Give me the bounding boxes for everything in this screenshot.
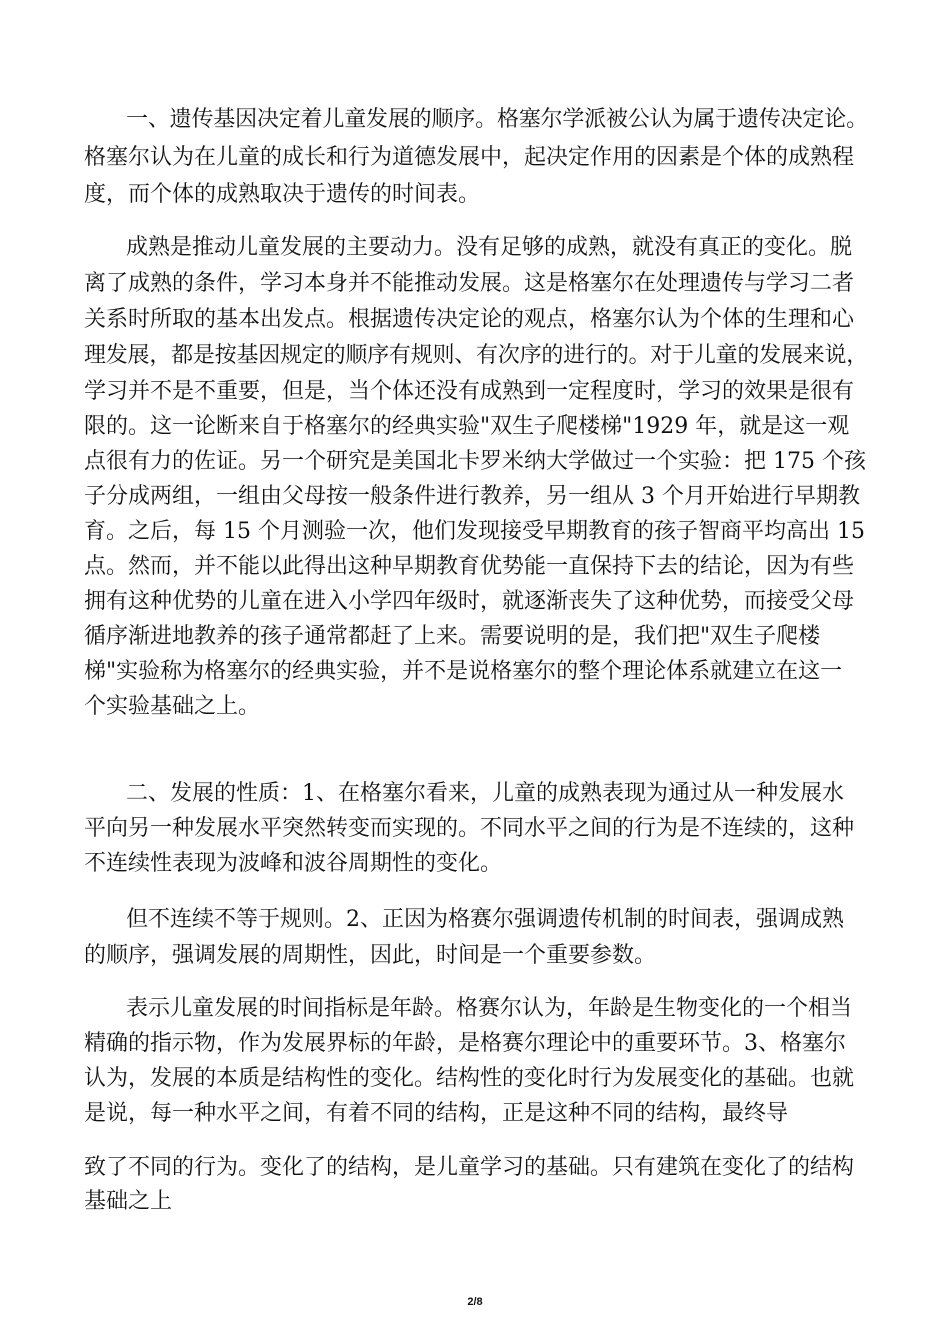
paragraph-line: 表示儿童发展的时间指标是年龄。格赛尔认为，年龄是生物变化的一个相当	[126, 996, 853, 1021]
paragraph-line: 格塞尔认为在儿童的成长和行为道德发展中，起决定作用的因素是个体的成熟程	[84, 145, 855, 170]
paragraph-line: 认为，发展的本质是结构性的变化。结构性的变化时行为发展变化的基础。也就	[84, 1066, 855, 1091]
paragraph-line: 育。之后，每 15 个月测验一次，他们发现接受早期教育的孩子智商平均高出 15	[84, 519, 865, 544]
paragraph-line: 拥有这种优势的儿童在进入小学四年级时，就逐渐丧失了这种优势，而接受父母	[84, 589, 855, 614]
paragraph-line: 精确的指示物，作为发展界标的年龄，是格赛尔理论中的重要环节。3、格塞尔	[84, 1031, 846, 1056]
paragraph-line: 不连续性表现为波峰和波谷周期性的变化。	[84, 851, 503, 876]
paragraph-line: 一、遗传基因决定着儿童发展的顺序。格塞尔学派被公认为属于遗传决定论。	[126, 107, 868, 132]
paragraph-line: 理发展，都是按基因规定的顺序有规则、有次序的进行的。对于儿童的发展来说，	[84, 343, 869, 368]
paragraph-line: 但不连续不等于规则。2、正因为格赛尔强调遗传机制的时间表，强调成熟	[126, 907, 844, 932]
paragraph-line: 个实验基础之上。	[84, 694, 261, 719]
paragraph-line: 限的。这一论断来自于格塞尔的经典实验"双生子爬楼梯"1929 年，就是这一观	[84, 414, 850, 439]
paragraph-line: 平向另一种发展水平突然转变而实现的。不同水平之间的行为是不连续的，这种	[84, 816, 855, 841]
paragraph-line: 的顺序，强调发展的周期性，因此，时间是一个重要参数。	[84, 943, 657, 968]
paragraph-line: 梯"实验称为格塞尔的经典实验，并不是说格塞尔的整个理论体系就建立在这一	[84, 659, 843, 684]
paragraph-line: 循序渐进地教养的孩子通常都赶了上来。需要说明的是，我们把"双生子爬楼	[84, 624, 821, 649]
page-number: 2/8	[467, 1296, 483, 1308]
paragraph-line: 是说，每一种水平之间，有着不同的结构，正是这种不同的结构，最终导	[84, 1101, 789, 1126]
paragraph-line: 关系时所取的基本出发点。根据遗传决定论的观点，格塞尔认为个体的生理和心	[84, 307, 855, 332]
paragraph-line: 点很有力的佐证。另一个研究是美国北卡罗米纳大学做过一个实验：把 175 个孩	[84, 449, 866, 474]
paragraph-line: 子分成两组，一组由父母按一般条件进行教养，另一组从 3 个月开始进行早期教	[84, 484, 860, 509]
paragraph-line: 基础之上	[84, 1189, 173, 1214]
paragraph-line: 点。然而，并不能以此得出这种早期教育优势能一直保持下去的结论，因为有些	[84, 554, 855, 579]
paragraph-line: 度，而个体的成熟取决于遗传的时间表。	[84, 182, 481, 207]
paragraph-line: 离了成熟的条件，学习本身并不能推动发展。这是格塞尔在处理遗传与学习二者	[84, 271, 855, 296]
paragraph-line: 二、发展的性质：1、在格塞尔看来，儿童的成熟表现为通过从一种发展水	[126, 781, 844, 806]
paragraph-line: 致了不同的行为。变化了的结构，是儿童学习的基础。只有建筑在变化了的结构	[84, 1155, 855, 1180]
paragraph-line: 学习并不是不重要，但是，当个体还没有成熟到一定程度时，学习的效果是很有	[84, 379, 855, 404]
paragraph-line: 成熟是推动儿童发展的主要动力。没有足够的成熟，就没有真正的变化。脱	[126, 235, 853, 260]
